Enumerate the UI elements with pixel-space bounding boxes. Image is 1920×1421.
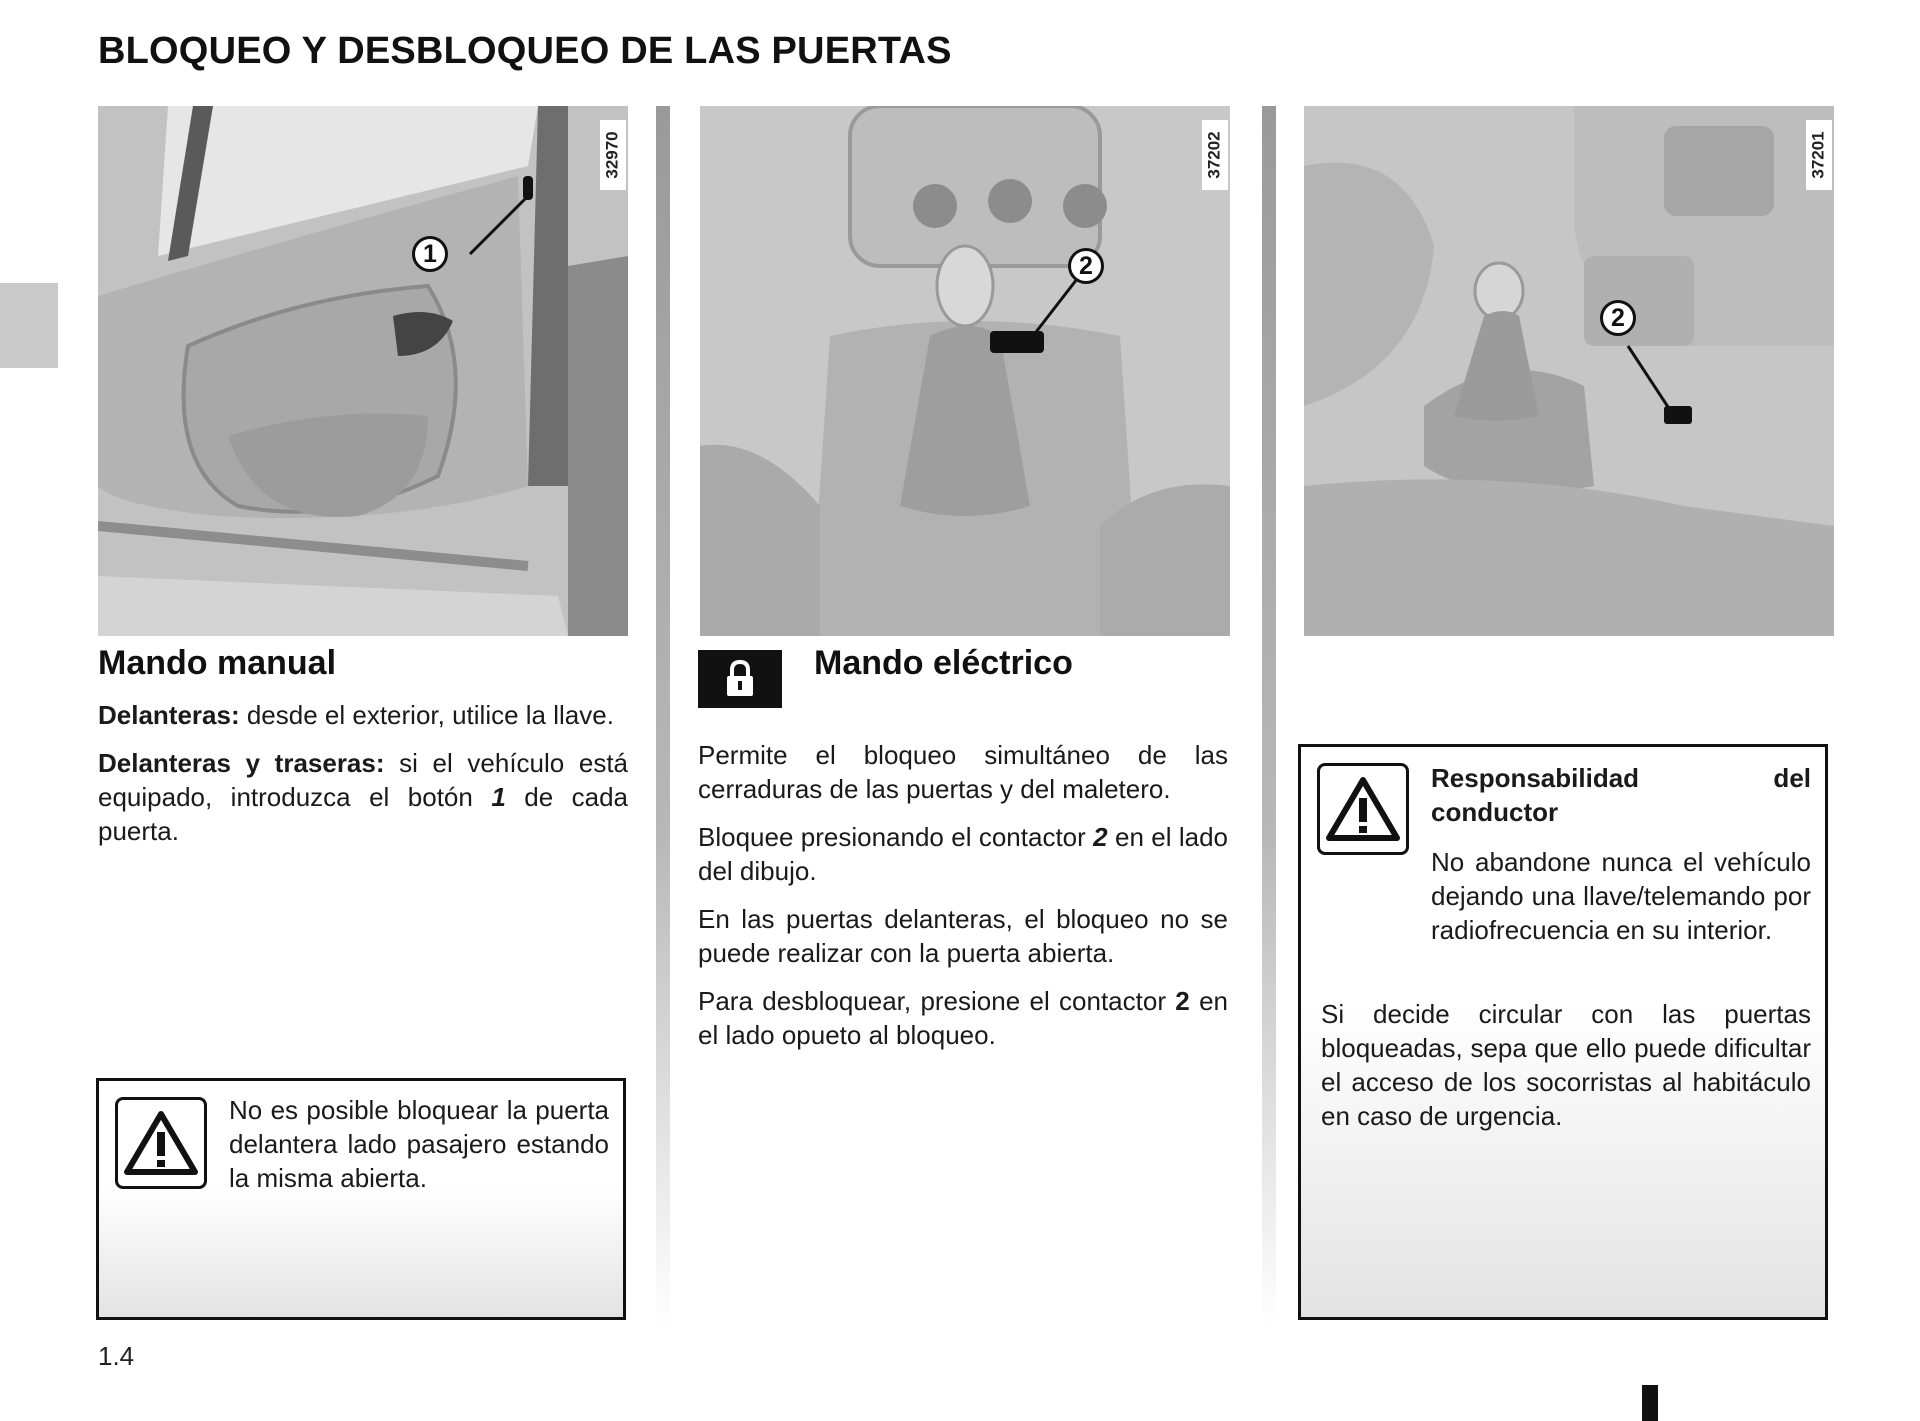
warning-title: Responsabilidad del conductor: [1431, 763, 1811, 827]
door-interior-illustration: [98, 106, 628, 636]
figure-dashboard-console: [1304, 106, 1834, 636]
page-number: 1.4: [98, 1341, 135, 1371]
callout-2: 2: [1068, 248, 1104, 284]
chapter-tab: [0, 283, 58, 368]
figure-number: 32970: [600, 120, 626, 190]
warning-box-passenger-door: [96, 1078, 626, 1320]
page-title: BLOQUEO Y DESBLOQUEO DE LAS PUERTAS: [98, 30, 952, 72]
paragraph: Bloquee presionando el contactor 2 en el lado del dibujo.: [698, 822, 1229, 886]
warning-text: No es posible bloquear la puerta delantera lado pasajero estando la misma abierta.: [229, 1095, 609, 1193]
warning-triangle-icon: [115, 1097, 207, 1189]
figure-number: 37202: [1202, 120, 1228, 190]
figure-number: 37201: [1806, 120, 1832, 190]
heading-manual: Mando manual: [98, 644, 337, 682]
paragraph: Permite el bloqueo simultáneo de las cerraduras de las puertas y del maletero.: [698, 740, 1228, 804]
warning-paragraph-2: Si decide circular con las puertas bloqueadas, sepa que ello puede dificultar el acceso de los socorristas al habitáculo en caso de urgencia.: [1321, 999, 1811, 1131]
gear-shift-console-illustration: [700, 106, 1230, 636]
paragraph: Delanteras y traseras: si el vehículo está equipado, introduzca el botón 1 de cada puerta.: [98, 748, 628, 846]
page-corner-mark: [1642, 1385, 1658, 1421]
warning-triangle-icon: [1317, 763, 1409, 855]
paragraph: En las puertas delanteras, el bloqueo no se puede realizar con la puerta abierta.: [698, 904, 1228, 968]
callout-1: 1: [412, 236, 448, 272]
padlock-icon: [698, 650, 782, 708]
electric-text: [698, 738, 1228, 1066]
paragraph: Para desbloquear, presione el contactor 2 en el lado opueto al bloqueo.: [698, 986, 1228, 1050]
paragraph: Delanteras: desde el exterior, utilice la llave.: [98, 700, 614, 730]
warning-paragraph-1: No abandone nunca el vehículo dejando una llave/telemando por radiofrecuencia en su interior.: [1431, 847, 1811, 945]
heading-electric: Mando eléctrico: [814, 644, 1073, 682]
column-divider: [1262, 106, 1276, 1326]
dashboard-console-illustration: [1304, 106, 1834, 636]
figure-door-interior: [98, 106, 628, 636]
warning-box-driver-responsibility: [1298, 744, 1828, 1320]
figure-gear-console: [700, 106, 1230, 636]
manual-text: [98, 698, 628, 862]
column-divider: [656, 106, 670, 1326]
callout-2: 2: [1600, 300, 1636, 336]
